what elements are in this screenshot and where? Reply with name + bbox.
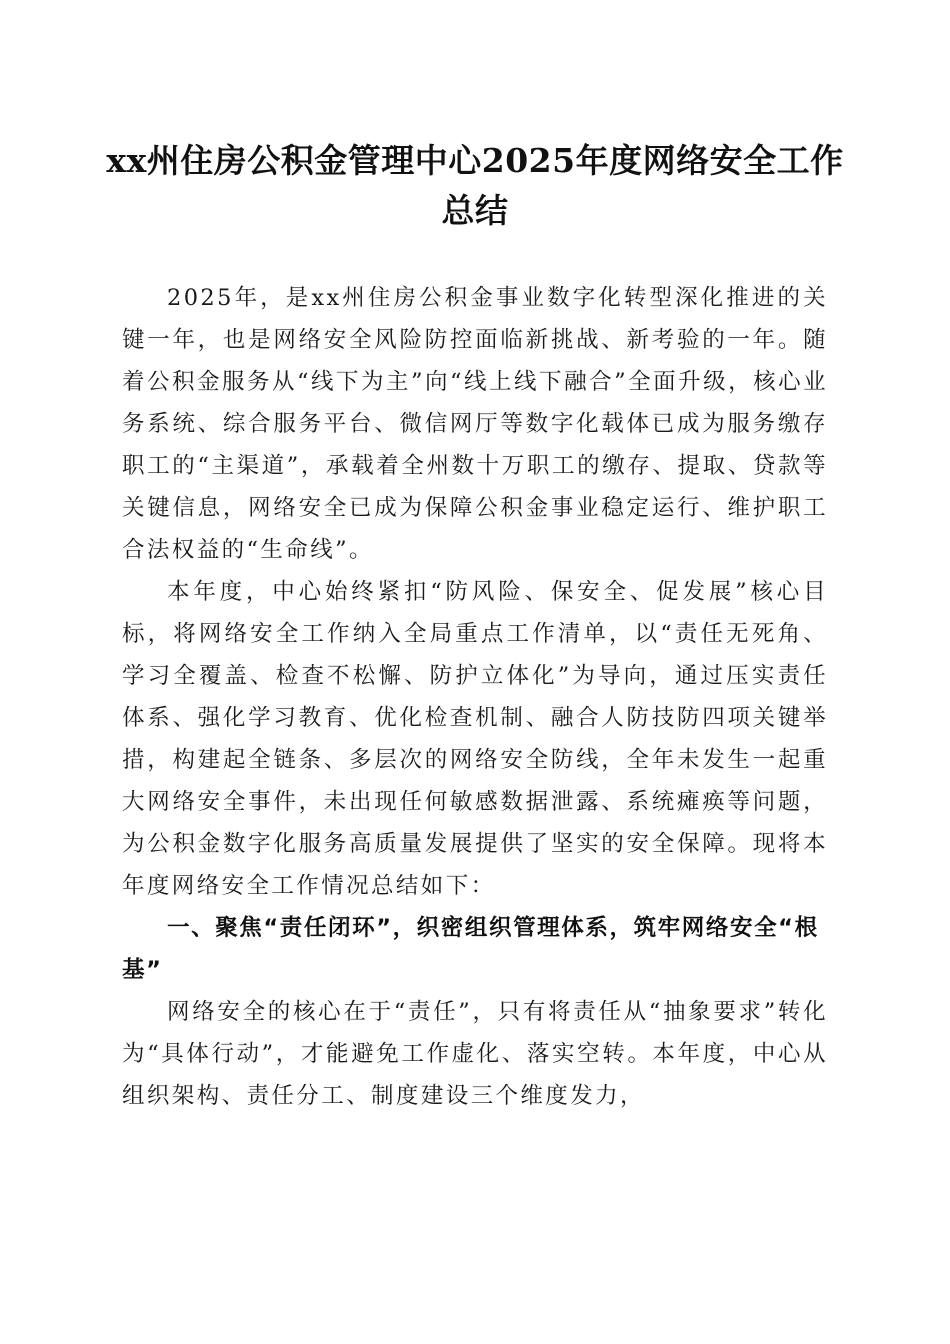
overview-paragraph: 本年度，中心始终紧扣“防风险、保安全、促发展”核心目标，将网络安全工作纳入全局重点工作清单，以“责任无死角、学习全覆盖、检查不松懈、防护立体化”为导向，通过压实责任体系、强化学习教育、优化检查机制、融合人防技防四项关键举措，构建起全链条、多层次的网络安全防线，全年未发生一起重大网络安全事件，未出现任何敏感数据泄露、系统瘫痪等问题，为公积金数字化服务高质量发展提供了坚实的安全保障。现将本年度网络安全工作情况总结如下： (122, 579, 828, 899)
intro-paragraph: 2025年，是xx州住房公积金事业数字化转型深化推进的关键一年，也是网络安全风险防控面临新挑战、新考验的一年。随着公积金服务从“线下为主”向“线上线下融合”全面升级，核心业务系统、综合服务平台、微信网厅等数字化载体已成为服务缴存职工的“主渠道”，承载着全州数十万职工的缴存、提取、贷款等关键信息，网络安全已成为保障公积金事业稳定运行、维护职工合法权益的“生命线”。 (122, 285, 828, 563)
section-heading: 一、聚焦“责任闭环”，织密组织管理体系，筑牢网络安全“根基” (122, 915, 819, 983)
document-title: xx州住房公积金管理中心2025年度网络安全工作总结 (106, 141, 844, 230)
section-paragraph: 网络安全的核心在于“责任”，只有将责任从“抽象要求”转化为“具体行动”，才能避免工作虚化、落实空转。本年度，中心从组织架构、责任分工、制度建设三个维度发力， (122, 999, 828, 1109)
document-body (122, 277, 828, 1117)
